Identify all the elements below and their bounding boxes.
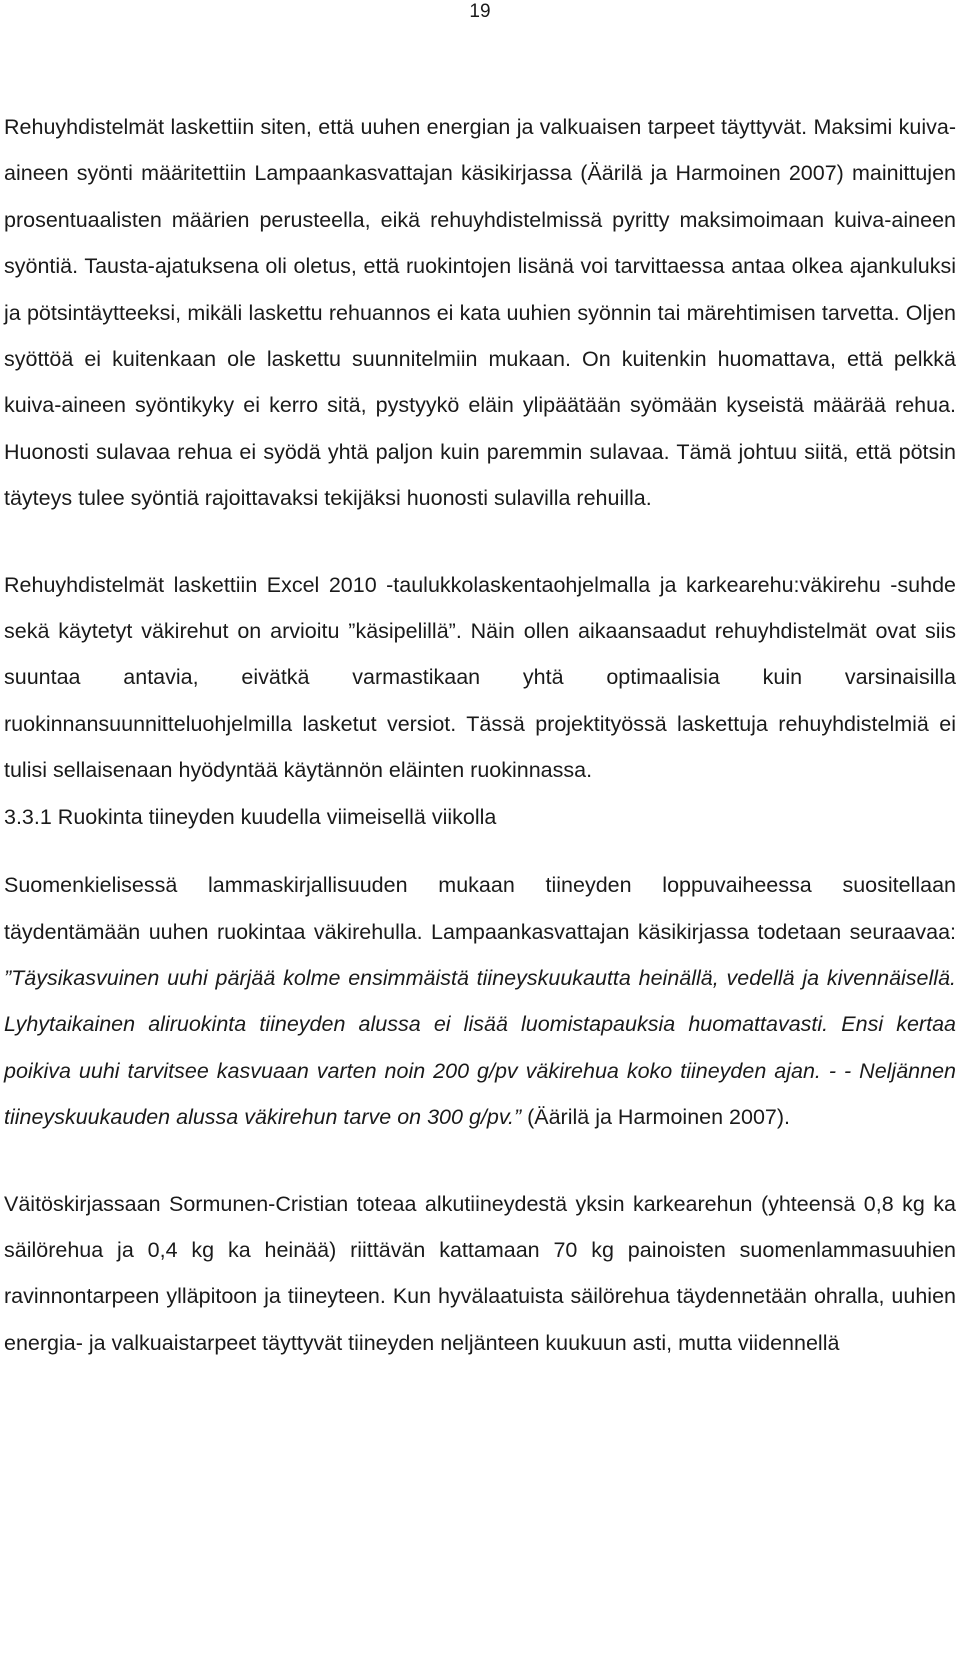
paragraph-excel-calculation: Rehuyhdistelmät laskettiin Excel 2010 -taulukkolaskentaohjelmalla ja karkearehu:väkirehu -suhde sekä käytetyt väkirehut on arvioitu ”käsipelillä”. Näin ollen aikaansaadut rehuyhdistelmät ovat siis suuntaa antavia, eivätkä varmastikaan yhtä optimaalisia kuin varsinaisilla ruokinnansuunnitteluohjelmilla lasketut versiot. Tässä projektityössä laskettuja rehuyhdistelmiä ei tulisi sellaisenaan hyödyntää käytännön eläinten ruokinnassa. bbox=[4, 572, 956, 783]
paragraph-intro-text: Suomenkielisessä lammaskirjallisuuden mukaan tiineyden loppuvaiheessa suositellaan täydentämään uuhen ruokintaa väkirehulla. Lampaankasvattajan käsikirjassa todetaan seuraavaa: bbox=[4, 873, 956, 944]
quoted-passage: ”Täysikasvuinen uuhi pärjää kolme ensimmäistä tiineyskuukautta heinällä, vedellä ja kivennäisellä. Lyhytaikainen aliruokinta tiineyden alussa ei lisää luomistapauksia huomattavasti. Ensi kertaa poikiva uuhi tarvitsee kasvuaan varten noin 200 g/pv väkirehua koko tiineyden ajan. - - Neljännen tiineyskuukauden alussa väkirehun tarve on 300 g/pv.” bbox=[4, 965, 956, 1130]
paragraph-late-pregnancy-feeding bbox=[4, 862, 956, 1140]
document-body bbox=[4, 104, 956, 1366]
paragraph-feed-combinations: Rehuyhdistelmät laskettiin siten, että uuhen energian ja valkuaisen tarpeet täyttyvät. Maksimi kuiva-aineen syönti määritettiin Lampaankasvattajan käsikirjassa (Äärilä ja Harmoinen 2007) mainittujen prosentuaalisten määrien perusteella, eikä rehuyhdistelmissä pyritty maksimoimaan kuiva-aineen syöntiä. Tausta-ajatuksena oli oletus, että ruokintojen lisänä voi tarvittaessa antaa olkea ajankuluksi ja pötsintäytteeksi, mikäli laskettu rehuannos ei kata uuhien syönnin tai märehtimisen tarvetta. Oljen syöttöä ei kuitenkaan ole laskettu suunnitelmiin mukaan. On kuitenkin huomattava, että pelkkä kuiva-aineen syöntikyky ei kerro sitä, pystyykö eläin ylipäätään syömään kyseistä määrää rehua. Huonosti sulavaa rehua ei syödä yhtä paljon kuin paremmin sulavaa. Tämä johtuu siitä, että pötsin täyteys tulee syöntiä rajoittavaksi tekijäksi huonosti sulavilla rehuilla. bbox=[4, 115, 956, 511]
section-heading: 3.3.1 Ruokinta tiineyden kuudella viimeisellä viikolla bbox=[4, 804, 497, 829]
citation: (Äärilä ja Harmoinen 2007). bbox=[521, 1105, 791, 1130]
paragraph-dissertation: Väitöskirjassaan Sormunen-Cristian toteaa alkutiineydestä yksin karkearehun (yhteensä 0,8 kg ka säilörehua ja 0,4 kg ka heinää) riittävän kattamaan 70 kg painoisten suomenlammasuuhien ravinnontarpeen ylläpitoon ja tiineyteen. Kun hyvälaatuista säilörehua täydennetään ohralla, uuhien energia- ja valkuaistarpeet täyttyvät tiineyden neljänteen kuukuun asti, mutta viidennellä bbox=[4, 1191, 956, 1355]
page-number: 19 bbox=[469, 1, 491, 22]
